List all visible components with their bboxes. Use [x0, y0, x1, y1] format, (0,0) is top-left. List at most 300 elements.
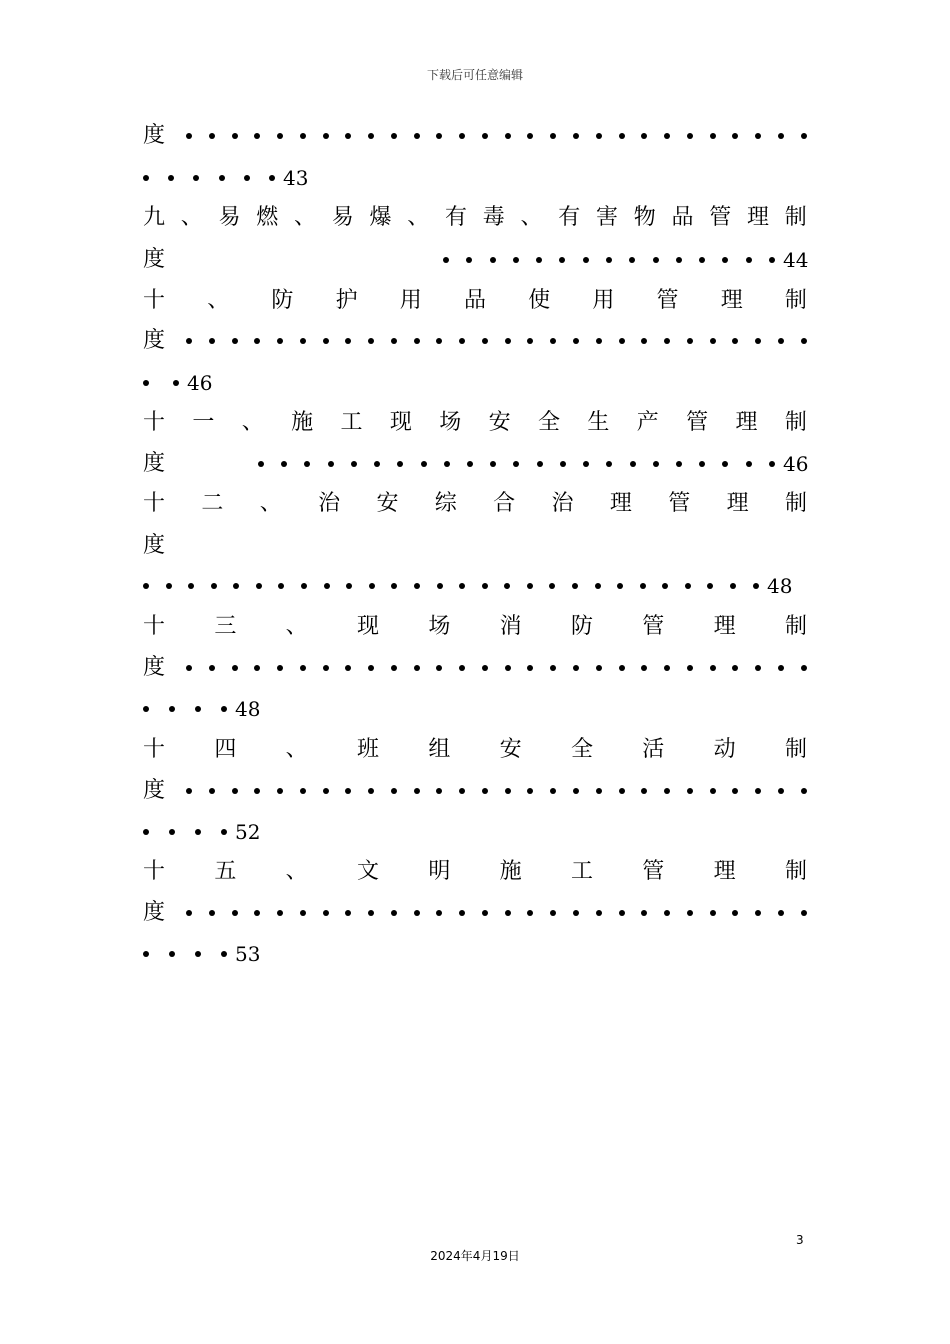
leader-dot — [169, 951, 175, 957]
leader-dot — [301, 583, 307, 589]
leader-dot — [769, 257, 775, 263]
leader-dot — [505, 338, 511, 344]
leader-dot — [596, 338, 602, 344]
leader-dot — [707, 583, 713, 589]
toc-title — [143, 285, 807, 317]
leader-dot — [482, 910, 488, 916]
leader-dot — [459, 338, 465, 344]
leader-dot — [277, 665, 283, 671]
leader-dot — [414, 788, 420, 794]
leader-dot — [732, 910, 738, 916]
toc-title-char: 管 — [709, 205, 732, 230]
dot-leader — [143, 570, 759, 602]
leader-dot — [209, 133, 215, 139]
leader-dot — [699, 257, 705, 263]
toc-title-char: 管 — [686, 410, 709, 435]
leader-dot — [143, 829, 149, 835]
leader-dot — [504, 583, 510, 589]
leader-dot — [676, 461, 682, 467]
leader-dot — [482, 133, 488, 139]
leader-dot — [323, 910, 329, 916]
leader-dot — [572, 583, 578, 589]
leader-dot — [186, 665, 192, 671]
leader-dot — [583, 257, 589, 263]
leader-dot — [549, 583, 555, 589]
toc-title — [143, 488, 807, 520]
leader-dot — [755, 910, 761, 916]
toc-title-char: 理 — [720, 288, 743, 313]
leader-dot — [391, 665, 397, 671]
leader-dot — [653, 257, 659, 263]
leader-dot — [753, 583, 759, 589]
leader-dot — [345, 910, 351, 916]
leader-dot — [254, 133, 260, 139]
toc-title-char: 、 — [407, 205, 430, 230]
leader-dot — [664, 133, 670, 139]
toc-title-char: 现 — [356, 614, 379, 639]
toc-title-char: 组 — [428, 737, 451, 762]
toc-title-char: 、 — [241, 410, 264, 435]
page-number: 3 — [796, 1233, 804, 1247]
toc-title-char: 用 — [399, 288, 422, 313]
toc-title-char: 有 — [445, 205, 468, 230]
toc-title-char: 合 — [493, 491, 516, 516]
toc-title-char: 管 — [642, 859, 665, 884]
toc-title-char: 制 — [784, 614, 807, 639]
leader-dot — [168, 175, 174, 181]
leader-dot — [801, 338, 807, 344]
toc-page-number: 46 — [783, 452, 809, 476]
leader-dot — [505, 133, 511, 139]
toc-title-continuation: 度 — [143, 900, 166, 925]
toc-title-char: 、 — [285, 614, 308, 639]
leader-dot — [550, 338, 556, 344]
leader-dot — [195, 706, 201, 712]
leader-dot — [444, 461, 450, 467]
leader-dot — [676, 257, 682, 263]
toc-title-char: 一 — [192, 410, 215, 435]
leader-dot — [482, 583, 488, 589]
leader-dot — [459, 133, 465, 139]
dot-leader — [186, 325, 807, 357]
toc-title — [143, 856, 807, 888]
leader-dot — [685, 583, 691, 589]
dot-leader — [143, 938, 227, 970]
leader-dot — [640, 583, 646, 589]
leader-dot — [193, 175, 199, 181]
leader-dot — [300, 665, 306, 671]
leader-dot — [596, 910, 602, 916]
toc-title-char: 害 — [596, 205, 619, 230]
toc-title — [143, 611, 807, 643]
leader-dot — [573, 788, 579, 794]
leader-dot — [391, 133, 397, 139]
toc-title-char: 使 — [528, 288, 551, 313]
leader-dot — [710, 665, 716, 671]
leader-dot — [173, 380, 179, 386]
leader-dot — [368, 788, 374, 794]
leader-dot — [459, 788, 465, 794]
toc-title-continuation: 度 — [143, 655, 166, 680]
leader-dot — [619, 910, 625, 916]
leader-dot — [641, 665, 647, 671]
leader-dot — [397, 461, 403, 467]
toc-title-char: 毒 — [482, 205, 505, 230]
toc-title-char: 消 — [499, 614, 522, 639]
leader-dot — [233, 583, 239, 589]
leader-dot — [641, 910, 647, 916]
toc-title-continuation: 度 — [143, 451, 166, 476]
toc-title-char: 场 — [439, 410, 462, 435]
toc-title-char: 工 — [340, 410, 363, 435]
leader-dot — [143, 951, 149, 957]
leader-dot — [443, 257, 449, 263]
leader-dot — [345, 665, 351, 671]
dot-leader — [186, 652, 807, 684]
leader-dot — [732, 133, 738, 139]
leader-dot — [346, 583, 352, 589]
toc-title-char: 有 — [558, 205, 581, 230]
leader-dot — [801, 133, 807, 139]
toc-title-char: 十 — [143, 859, 166, 884]
toc-page-number: 48 — [767, 574, 793, 598]
leader-dot — [328, 461, 334, 467]
leader-dot — [778, 338, 784, 344]
toc-title-char: 四 — [214, 737, 237, 762]
leader-dot — [730, 583, 736, 589]
leader-dot — [368, 910, 374, 916]
leader-dot — [169, 829, 175, 835]
leader-dot — [595, 583, 601, 589]
leader-dot — [596, 133, 602, 139]
dot-leader — [443, 244, 775, 276]
leader-dot — [421, 461, 427, 467]
leader-dot — [710, 910, 716, 916]
toc-title-char: 工 — [570, 859, 593, 884]
leader-dot — [143, 706, 149, 712]
toc-title-char: 班 — [356, 737, 379, 762]
leader-dot — [778, 788, 784, 794]
leader-dot — [277, 910, 283, 916]
toc-title-char: 易 — [331, 205, 354, 230]
leader-dot — [436, 133, 442, 139]
leader-dot — [560, 461, 566, 467]
leader-dot — [596, 788, 602, 794]
leader-dot — [710, 338, 716, 344]
toc-title-char: 理 — [713, 859, 736, 884]
toc-title-char: 九 — [143, 205, 166, 230]
toc-page-number: 52 — [235, 820, 261, 844]
toc-title-char: 三 — [214, 614, 237, 639]
leader-dot — [166, 583, 172, 589]
leader-dot — [527, 133, 533, 139]
leader-dot — [300, 133, 306, 139]
toc-title-char: 制 — [784, 288, 807, 313]
leader-dot — [732, 665, 738, 671]
leader-dot — [459, 583, 465, 589]
leader-dot — [254, 338, 260, 344]
leader-dot — [414, 665, 420, 671]
dot-leader — [186, 775, 807, 807]
toc-title-char: 护 — [335, 288, 358, 313]
leader-dot — [304, 461, 310, 467]
leader-dot — [232, 338, 238, 344]
leader-dot — [550, 665, 556, 671]
leader-dot — [617, 583, 623, 589]
toc-title-char: 安 — [376, 491, 399, 516]
toc-title-char: 、 — [207, 288, 230, 313]
toc-title-char: 管 — [642, 614, 665, 639]
leader-dot — [281, 461, 287, 467]
leader-dot — [221, 829, 227, 835]
leader-dot — [323, 665, 329, 671]
toc-title — [143, 202, 807, 234]
toc-page-number: 44 — [783, 248, 809, 272]
leader-dot — [368, 338, 374, 344]
leader-dot — [436, 788, 442, 794]
leader-dot — [414, 583, 420, 589]
toc-title-char: 动 — [713, 737, 736, 762]
leader-dot — [630, 461, 636, 467]
leader-dot — [801, 788, 807, 794]
dot-leader — [143, 693, 227, 725]
leader-dot — [143, 380, 149, 386]
toc-title-char: 、 — [285, 737, 308, 762]
leader-dot — [801, 910, 807, 916]
leader-dot — [641, 788, 647, 794]
leader-dot — [414, 910, 420, 916]
leader-dot — [559, 257, 565, 263]
leader-dot — [345, 338, 351, 344]
leader-dot — [732, 338, 738, 344]
leader-dot — [482, 788, 488, 794]
leader-dot — [513, 257, 519, 263]
toc-page-number: 48 — [235, 697, 261, 721]
leader-dot — [254, 910, 260, 916]
leader-dot — [186, 788, 192, 794]
leader-dot — [619, 788, 625, 794]
leader-dot — [391, 788, 397, 794]
leader-dot — [209, 665, 215, 671]
leader-dot — [258, 461, 264, 467]
leader-dot — [466, 257, 472, 263]
toc-page-number: 43 — [283, 166, 309, 190]
leader-dot — [186, 133, 192, 139]
leader-dot — [687, 133, 693, 139]
leader-dot — [505, 665, 511, 671]
toc-title-char: 全 — [538, 410, 561, 435]
leader-dot — [505, 910, 511, 916]
leader-dot — [769, 461, 775, 467]
leader-dot — [436, 338, 442, 344]
leader-dot — [505, 788, 511, 794]
leader-dot — [143, 175, 149, 181]
toc-title-char: 品 — [671, 205, 694, 230]
leader-dot — [232, 910, 238, 916]
toc-title-char: 管 — [656, 288, 679, 313]
leader-dot — [527, 338, 533, 344]
leader-dot — [687, 788, 693, 794]
toc-title-char: 管 — [668, 491, 691, 516]
dot-leader — [143, 816, 227, 848]
toc-title-char: 、 — [180, 205, 203, 230]
leader-dot — [482, 338, 488, 344]
toc-title-char: 理 — [713, 614, 736, 639]
leader-dot — [232, 788, 238, 794]
toc-title-continuation: 度 — [143, 123, 166, 148]
leader-dot — [232, 133, 238, 139]
leader-dot — [256, 583, 262, 589]
toc-title — [143, 734, 807, 766]
leader-dot — [746, 257, 752, 263]
toc-title-char: 安 — [488, 410, 511, 435]
toc-title-char: 十 — [143, 614, 166, 639]
toc-title-char: 综 — [434, 491, 457, 516]
leader-dot — [664, 910, 670, 916]
toc-title-char: 理 — [747, 205, 770, 230]
leader-dot — [527, 583, 533, 589]
leader-dot — [254, 665, 260, 671]
toc-title-char: 制 — [784, 410, 807, 435]
toc-title-char: 生 — [587, 410, 610, 435]
leader-dot — [323, 133, 329, 139]
toc-title-char: 理 — [726, 491, 749, 516]
leader-dot — [662, 583, 668, 589]
toc-title-char: 明 — [428, 859, 451, 884]
leader-dot — [369, 583, 375, 589]
leader-dot — [143, 583, 149, 589]
leader-dot — [573, 910, 579, 916]
leader-dot — [722, 257, 728, 263]
leader-dot — [195, 951, 201, 957]
leader-dot — [244, 175, 250, 181]
toc-title-char: 防 — [570, 614, 593, 639]
leader-dot — [606, 257, 612, 263]
leader-dot — [573, 338, 579, 344]
leader-dot — [414, 133, 420, 139]
leader-dot — [278, 583, 284, 589]
toc-title-char: 爆 — [369, 205, 392, 230]
leader-dot — [436, 910, 442, 916]
leader-dot — [269, 175, 275, 181]
leader-dot — [277, 788, 283, 794]
toc-title-char: 、 — [259, 491, 282, 516]
toc-title-char: 五 — [214, 859, 237, 884]
leader-dot — [186, 910, 192, 916]
leader-dot — [732, 788, 738, 794]
leader-dot — [699, 461, 705, 467]
toc-title-continuation: 度 — [143, 778, 166, 803]
leader-dot — [664, 788, 670, 794]
leader-dot — [513, 461, 519, 467]
leader-dot — [801, 665, 807, 671]
leader-dot — [467, 461, 473, 467]
dot-leader — [186, 120, 807, 152]
toc-title-char: 治 — [318, 491, 341, 516]
leader-dot — [653, 461, 659, 467]
leader-dot — [437, 583, 443, 589]
dot-leader — [143, 162, 275, 194]
toc-title-char: 产 — [636, 410, 659, 435]
leader-dot — [629, 257, 635, 263]
leader-dot — [188, 583, 194, 589]
leader-dot — [687, 338, 693, 344]
toc-title-char: 、 — [285, 859, 308, 884]
leader-dot — [459, 665, 465, 671]
leader-dot — [606, 461, 612, 467]
leader-dot — [482, 665, 488, 671]
leader-dot — [221, 706, 227, 712]
leader-dot — [527, 665, 533, 671]
toc-title-char: 燃 — [256, 205, 279, 230]
leader-dot — [550, 910, 556, 916]
leader-dot — [619, 338, 625, 344]
leader-dot — [186, 338, 192, 344]
leader-dot — [573, 133, 579, 139]
leader-dot — [254, 788, 260, 794]
toc-title — [143, 407, 807, 439]
toc-title-continuation: 度 — [143, 328, 166, 353]
toc-title-char: 施 — [499, 859, 522, 884]
toc-page-number: 53 — [235, 942, 261, 966]
leader-dot — [746, 461, 752, 467]
leader-dot — [232, 665, 238, 671]
toc-title-char: 防 — [271, 288, 294, 313]
leader-dot — [391, 338, 397, 344]
leader-dot — [300, 910, 306, 916]
leader-dot — [619, 665, 625, 671]
leader-dot — [345, 788, 351, 794]
leader-dot — [755, 665, 761, 671]
leader-dot — [221, 951, 227, 957]
leader-dot — [391, 910, 397, 916]
leader-dot — [596, 665, 602, 671]
leader-dot — [209, 338, 215, 344]
leader-dot — [323, 788, 329, 794]
toc-title-char: 十 — [143, 410, 166, 435]
toc-title-char: 治 — [551, 491, 574, 516]
page-footer-date: 2024年4月19日 — [430, 1249, 520, 1263]
leader-dot — [345, 133, 351, 139]
toc-title-char: 安 — [499, 737, 522, 762]
leader-dot — [664, 665, 670, 671]
toc-title-continuation: 度 — [143, 247, 166, 272]
leader-dot — [687, 910, 693, 916]
toc-title-char: 现 — [389, 410, 412, 435]
leader-dot — [641, 133, 647, 139]
leader-dot — [436, 665, 442, 671]
leader-dot — [778, 910, 784, 916]
leader-dot — [368, 133, 374, 139]
leader-dot — [550, 788, 556, 794]
toc-title-char: 制 — [784, 859, 807, 884]
leader-dot — [277, 133, 283, 139]
toc-title-char: 品 — [463, 288, 486, 313]
leader-dot — [619, 133, 625, 139]
leader-dot — [527, 910, 533, 916]
dot-leader — [143, 367, 179, 399]
toc-title-char: 十 — [143, 737, 166, 762]
leader-dot — [195, 829, 201, 835]
toc-page-number: 46 — [187, 371, 213, 395]
leader-dot — [300, 788, 306, 794]
leader-dot — [414, 338, 420, 344]
toc-title-char: 制 — [784, 737, 807, 762]
leader-dot — [722, 461, 728, 467]
toc-title-char: 、 — [520, 205, 543, 230]
toc-title-char: 制 — [784, 491, 807, 516]
toc-title-char: 十 — [143, 491, 166, 516]
